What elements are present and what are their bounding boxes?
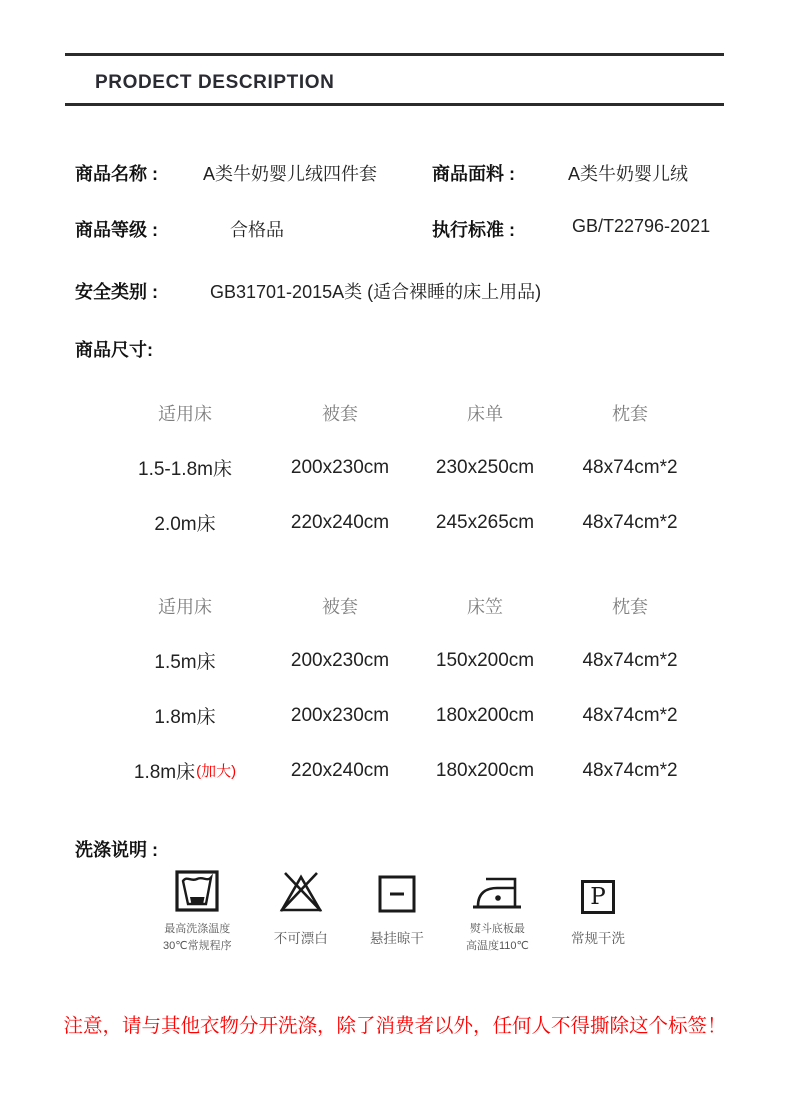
table-cell: 220x240cm [290, 759, 390, 781]
table-cell: 200x230cm [290, 704, 390, 726]
table-cell: 150x200cm [435, 649, 535, 671]
wash-caption: 最高洗涤温度 30℃常规程序 [163, 923, 232, 952]
grade-value: 合格品 [230, 220, 284, 240]
size-table-sheet [105, 385, 705, 550]
product-name-value: A类牛奶婴儿绒四件套 [203, 164, 378, 184]
table-cell: 1.8m床 [154, 707, 216, 728]
table-cell: 2.0m床 [154, 514, 216, 535]
washing-symbols-row [163, 866, 625, 954]
table-cell: 230x250cm [435, 456, 535, 478]
wash-caption: 熨斗底板最 高温度110℃ [465, 923, 529, 952]
table-header-cell: 适用床 [158, 596, 212, 617]
wash-caption: 悬挂晾干 [369, 931, 424, 946]
table-cell: 48x74cm*2 [582, 511, 678, 533]
wash-item-max-temp [163, 866, 232, 954]
table-cell: 245x265cm [435, 511, 535, 533]
table-header-cell: 床单 [467, 403, 503, 424]
table-cell: 180x200cm [435, 759, 535, 781]
standard-value: GB/T22796-2021 [572, 216, 711, 236]
table-cell: 48x74cm*2 [582, 704, 678, 726]
divider-top [65, 53, 724, 56]
table-header-cell: 适用床 [158, 403, 212, 424]
product-name-label: 商品名称 : [75, 164, 158, 184]
table-header-cell: 被套 [322, 596, 358, 617]
wash-item-iron [466, 866, 529, 954]
grade-label: 商品等级 : [75, 220, 158, 240]
table-header-cell: 床笠 [467, 596, 503, 617]
table-cell: 48x74cm*2 [582, 649, 678, 671]
wash-item-hang-dry [370, 866, 424, 947]
table-cell: 220x240cm [290, 511, 390, 533]
safety-label: 安全类别 : [75, 282, 158, 302]
safety-value: GB31701-2015A类 (适合裸睡的床上用品) [210, 282, 542, 302]
warning-notice: 注意，请与其他衣物分开洗涤，除了消费者以外，任何人不得撕除这个标签！ [63, 1015, 727, 1037]
divider-bottom [65, 103, 724, 106]
size-section-label: 商品尺寸: [75, 340, 153, 360]
wash-30-icon [175, 866, 219, 914]
table-cell: 1.5-1.8m床 [138, 459, 232, 480]
standard-label: 执行标准 : [432, 220, 515, 240]
dry-clean-p-icon [581, 866, 615, 914]
size-table-fitted [105, 578, 705, 798]
wash-item-dry-clean [571, 866, 625, 947]
wash-caption: 不可漂白 [273, 931, 328, 946]
table-cell [105, 743, 265, 798]
page-title: PRODECT DESCRIPTION [95, 72, 335, 93]
washing-section-label: 洗涤说明 : [75, 840, 158, 860]
table-cell: 200x230cm [290, 649, 390, 671]
fabric-label: 商品面料 : [432, 164, 515, 184]
table-cell: 200x230cm [290, 456, 390, 478]
wash-caption: 常规干洗 [570, 931, 625, 946]
table-cell: 48x74cm*2 [582, 456, 678, 478]
table-header-cell: 被套 [322, 403, 358, 424]
table-cell: 48x74cm*2 [582, 759, 678, 781]
hang-dry-icon [377, 866, 417, 914]
oversize-suffix: (加大) [196, 763, 237, 780]
dry-clean-letter: P [590, 883, 606, 910]
table-header-cell: 枕套 [612, 596, 648, 617]
table-cell: 180x200cm [435, 704, 535, 726]
table-header-cell: 枕套 [612, 403, 648, 424]
wash-item-no-bleach [274, 866, 328, 947]
no-bleach-icon [277, 866, 325, 914]
iron-max-110-icon [471, 866, 523, 914]
bed-size-text: 1.8m床 [133, 762, 196, 783]
fabric-value: A类牛奶婴儿绒 [568, 164, 689, 184]
table-cell: 1.5m床 [154, 652, 216, 673]
